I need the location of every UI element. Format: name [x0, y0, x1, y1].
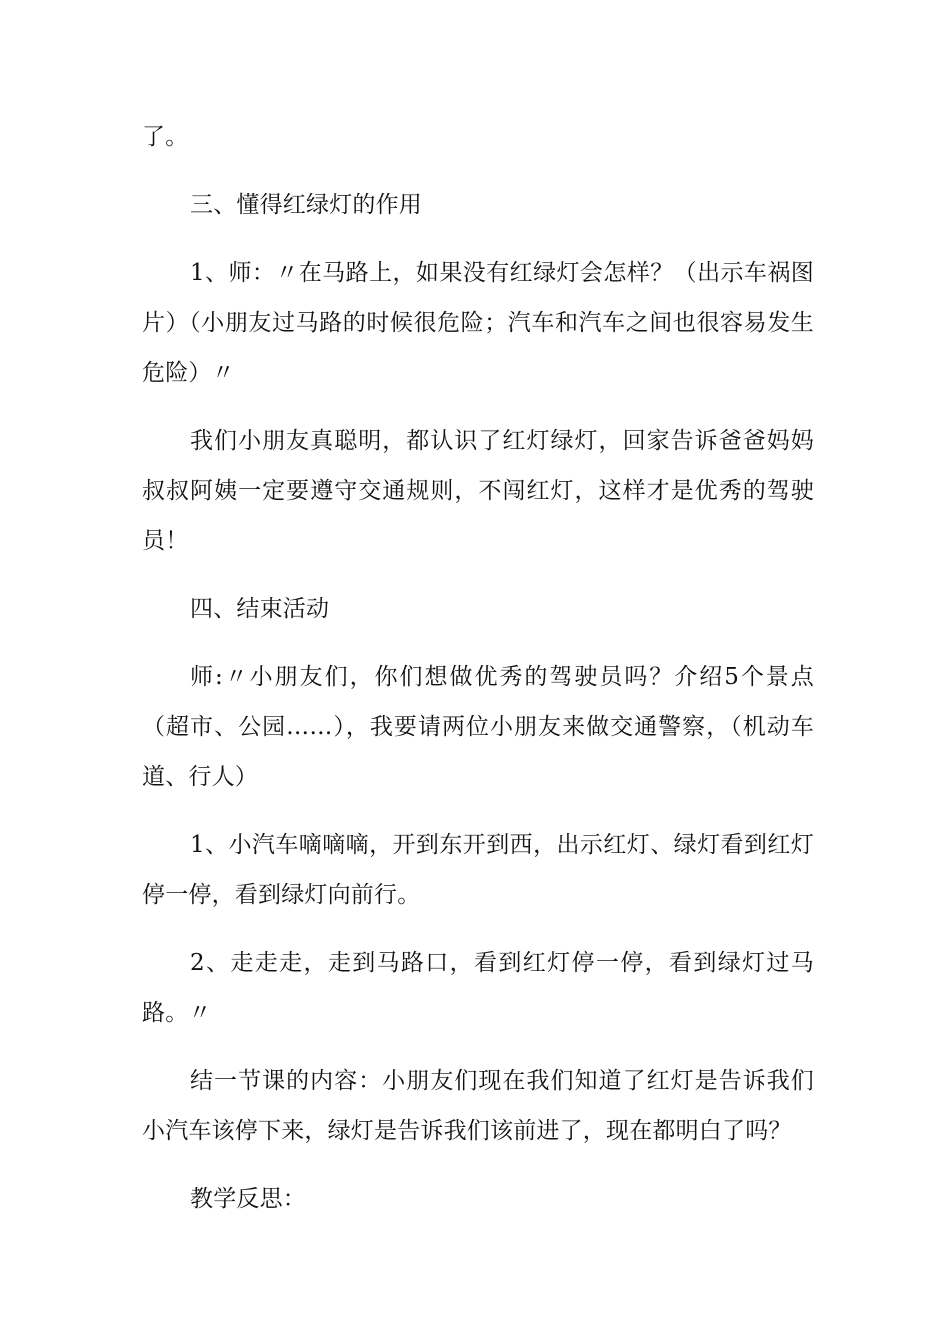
section-heading-4: 四、结束活动: [190, 596, 330, 622]
paragraph-continuation: 了。: [142, 124, 189, 150]
document-body: [142, 112, 814, 1242]
paragraph-teacher-question: 1、师：〃在马路上，如果没有红绿灯会怎样？（出示车祸图片）（小朋友过马路的时候很危险；汽车和汽车之间也很容易发生危险）〃: [142, 260, 814, 386]
paragraph-rhyme-1: 1、小汽车嘀嘀嘀，开到东开到西，出示红灯、绿灯看到红灯停一停，看到绿灯向前行。: [142, 832, 814, 908]
section-heading-3: 三、懂得红绿灯的作用: [190, 192, 422, 218]
paragraph-praise: 我们小朋友真聪明，都认识了红灯绿灯，回家告诉爸爸妈妈叔叔阿姨一定要遵守交通规则，不闯红灯，这样才是优秀的驾驶员！: [142, 428, 814, 554]
section-heading-reflection: 教学反思：: [190, 1186, 306, 1212]
paragraph-rhyme-2: 2、走走走，走到马路口，看到红灯停一停，看到绿灯过马路。〃: [142, 950, 814, 1026]
paragraph-summary: 结一节课的内容：小朋友们现在我们知道了红灯是告诉我们小汽车该停下来，绿灯是告诉我们该前进了，现在都明白了吗？: [142, 1068, 814, 1144]
paragraph-activity-intro: 师:〃小朋友们，你们想做优秀的驾驶员吗？介绍5个景点（超市、公园……），我要请两位小朋友来做交通警察，（机动车道、行人）: [142, 664, 814, 790]
